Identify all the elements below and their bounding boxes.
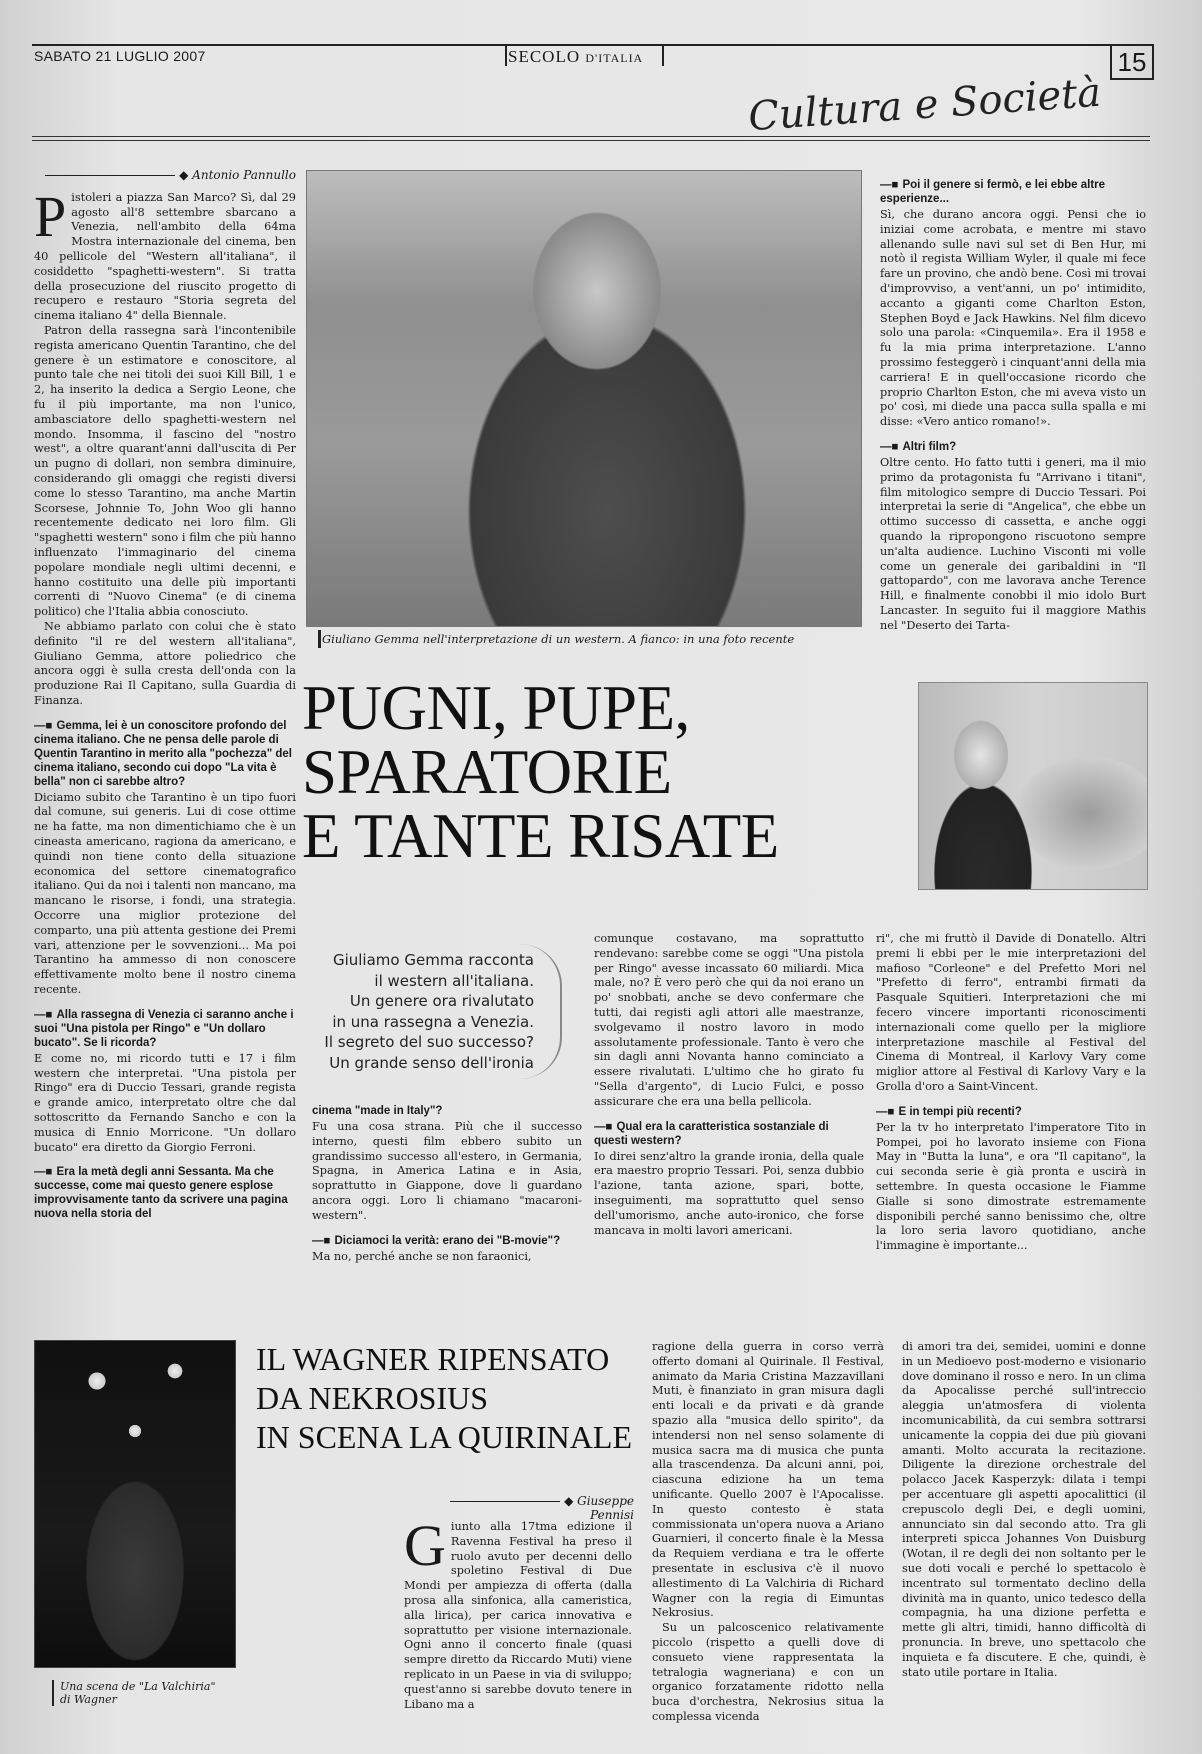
opera-photo-caption: Una scena de "La Valchiria" di Wagner [60, 1680, 216, 1706]
deck-ornament [520, 944, 562, 1079]
article2-column-1 [404, 1513, 632, 1711]
interview-question: cinema "made in Italy"? [312, 1105, 443, 1117]
article2-lead-paragraph: Giunto alla 17tma edizione il Ravenna Festival ha preso il ruolo avuto per decenni dello spoletino Festival di Due Mondi per ampiezza di offerta (dalla prosa alla sinfonica, alla cameristica, alla lirica), per carica innovativa e soprattutto per visione internazionale. Ogni anno il concerto finale (quasi sempre diretto da Riccardo Muti) viene replicato in un Paese in via di sviluppo; quest'anno si sarebbe dovuto tenere in Libano ma a [404, 1513, 632, 1711]
section-title: Cultura e Società [746, 69, 1103, 141]
interview-question: —■ Era la metà degli anni Sessanta. Ma che successe, come mai questo genere esplose improvvisamente tanto da scrivere una pagina nuova nella storia del [34, 1166, 288, 1221]
headline-line: DA NEKROSIUS [256, 1380, 489, 1416]
article2-column-2 [652, 1340, 884, 1723]
article1-column-4b [876, 932, 1146, 1288]
interview-answer: Diciamo subito che Tarantino è un tipo fuori dal comune, sui generis. Lui di cose ottime ne ha fatte, ma non dimentichiamo che è un cineasta americano, ragiona da americano, e quindi non tiene conto della situazione economica del settore cinematografico italiano. Qui da noi i talenti non mancano, ma mancano le risorse, i fondi, una strategia. Occorre una miglior protezione del comparto, una più attenta gestione dei Premi vari, attenzione per le sovvenzioni... Ma poi Tarantino ha ammesso di non conoscere effettivamente molto bene il nostro cinema recente. [34, 790, 296, 997]
article2-headline [256, 1340, 632, 1457]
newspaper-name-suffix: D'ITALIA [585, 51, 644, 65]
article1-column-3 [594, 932, 864, 1288]
interview-question: —■ Diciamoci la verità: erano dei "B-movie"? [312, 1234, 561, 1247]
interview-answer: Oltre cento. Ho fatto tutti i generi, ma il mio primo da protagonista fu "Arrivano i titani", film mitologico sempre di Duccio Tessari. Poi interpretai la serie di "Angelica", che ebbe un ottimo successo di cassetta, e anche oggi quando la ripropongono riscuotono sempre un'alta audience. Luchino Visconti mi volle come un generale dei garibaldini in "Il gattopardo", con me lavorava anche Terence Hill, e finalmente conobbi il mio idolo Burt Lancaster. In seguito fui il maggiore Mathis nel "Deserto dei Tarta- [880, 455, 1146, 632]
interview-answer: Fu una cosa strana. Più che il successo interno, questi film ebbero subito un grandissimo successo all'estero, in Germania, Spagna, in America Latina e in Asia, soprattutto in Giappone, dove li guardano ancora oggi. Loro li chiamano "macaroni-western". [312, 1120, 582, 1222]
side-photo [918, 682, 1148, 890]
header-double-rule [32, 136, 1150, 141]
header-rule [32, 44, 1118, 46]
headline-line: E TANTE RISATE [302, 801, 779, 871]
interview-question: —■ Qual era la caratteristica sostanziale di questi western? [594, 1120, 829, 1147]
article1-lead-paragraph: Pistoleri a piazza San Marco? Sì, dal 29 agosto all'8 settembre sbarcano a Venezia, nell'ambito della 64ma Mostra internazionale del cinema, ben 40 pellicole del "Western all'italiana", il cosiddetto "spaghetti-western". Si tratta della prosecuzione del riuscito progetto di recupero e restauro "Storia segreta del cinema italiano 4" della Biennale. [34, 183, 296, 323]
main-photo-caption: Giuliano Gemma nell'interpretazione di un western. A fianco: in una foto recente [322, 632, 795, 646]
article1-column-1 [34, 168, 296, 1288]
interview-question: —■ Poi il genere si fermò, e lei ebbe altre esperienze... [880, 179, 1106, 205]
article1-byline: ◆ Antonio Pannullo [34, 168, 296, 183]
header-divider [662, 44, 664, 66]
interview-answer: Sì, che durano ancora oggi. Pensi che io iniziai come acrobata, e mentre mi stavo allenando sulle navi sul set di Ben Hur, mi notò il regista William Wyler, il quale mi fece fare un provino, che andò bene. Così mi trovai d'improvviso, a vent'anni, un po' intimidito, accanto a giganti come Charlton Eston, Stephen Boyd e Jack Hawkins. Nel film dicevo solo una parola: «Cinquemila». Era il 1958 e fu la mia prima interpretazione. L'anno prossimo festeggerò i cinquant'anni della mia carriera! E in quell'occasione ricordo che proprio Charlton Eston, che mi aveva visto un po' così, mi diede una pacca sulla spalla e mi disse: «Vero antico romano!». [880, 208, 1146, 429]
interview-answer: Io direi senz'altro la grande ironia, della quale era maestro proprio Tessari. Poi, senza dubbio l'azione, tanta azione, spari, botte, inseguimenti, ma soprattutto quel senso dell'umorismo, anche auto-ironico, che forse mancava in molti lavori americani. [594, 1149, 864, 1237]
opera-photo [34, 1340, 236, 1668]
header-divider [505, 44, 507, 66]
issue-date: SABATO 21 LUGLIO 2007 [34, 48, 206, 64]
article2-column-3 [902, 1340, 1146, 1690]
interview-answer: ri", che mi fruttò il Davide di Donatello. Altri premi li ebbi per le mie interpretazioni del mafioso "Corleone" e del Prefetto Mori nel "Prefetto di ferro", entrambi firmati da Pasquale Squitieri. Interpretazioni che mi fecero vincere importanti riconoscimenti internazionali come quello per la migliore interpretazione maschile al Festival del Cinema di Montreal, il Karlovy Vary come miglior attore al Festival di Karlovy Vary e la Grolla d'oro a Saint-Vincent. [876, 932, 1146, 1093]
caption-bar [318, 630, 321, 648]
article2-paragraph: ragione della guerra in corso verrà offerto domani al Quirinale. Il Festival, animato da Maria Cristina Mazzavillani Muti, è finanziato in gran misura dagli enti locali e da privati e dà grande spazio alla "musica dello spirito", da intendersi non nel senso solamente di musica sacra ma di musica che punta alla trascendenza. Da alcuni anni, poi, ciascuna edizione ha un tema unificante. Quello 2007 è l'Apocalisse. In questo contesto è stata commissionata un'opera nuova a Ariano Guarnieri, il concerto finale è la Messa da Requiem verdiana e tra le offerte presentate in esclusiva c'è il nuovo allestimento di La Valchiria di Richard Wagner con la regia di Eimuntas Nekrosius. [652, 1340, 884, 1620]
article1-paragraph: Ne abbiamo parlato con colui che è stato definito "il re del western all'italiana", Giuliano Gemma, attore poliedrico che ancora oggi è sulla cresta dell'onda con la produzione Rai Il Capitano, sulla Guardia di Finanza. [34, 619, 296, 707]
interview-answer: Ma no, perché anche se non faraonici, [312, 1249, 532, 1263]
deck-line: Un genere ora rivalutato [349, 992, 534, 1010]
interview-question: —■ E in tempi più recenti? [876, 1105, 1022, 1118]
interview-question: —■ Gemma, lei è un conoscitore profondo del cinema italiano. Che ne pensa delle parole di Quentin Tarantino in merito alla "pochezza" del cinema italiano, secondo cui dopo "La vita è bella" non ci sarebbe altro? [34, 719, 292, 788]
interview-answer: Per la tv ho interpretato l'imperatore Tito in Pompei, poi ho lavorato insieme con Fiona May in "Butta la luna", e ora "Il capitano", la cui seconda serie è già pronta e uscirà in settembre. In questa occasione le Fiamme Gialle si sono dimostrate estremamente disponibili perché sanno benissimo che, oltre la loro seria lavoro quotidiano, anche l'immagine è importante... [876, 1120, 1146, 1253]
article1-column-2 [312, 1104, 582, 1288]
article1-headline [302, 673, 779, 871]
page-number: 15 [1110, 44, 1154, 80]
article2-paragraph: di amori tra dei, semidei, uomini e donne in un Medioevo post-moderno e visionario dove dominano il rosso e nero. In un clima da Apocalisse perché sull'intreccio aleggia un'atmosfera di violenta incomunicabilità, da cui sembra sottrarsi unicamente la coppia dei due più giovani amanti. Molto accurata la recitazione. Diligente la direzione orchestrale del polacco Jacek Kasperzyk: dilata i tempi per accentuare gli aspetti apocalittici (il crepuscolo degli Dei, e degli uomini, annunciato sin dal secondo atto. Tra gli interpreti spicca Johannes Von Duisburg (Wotan, il re degli dei non soltanto per le sue doti vocali e perché lo spettacolo è incentrato sul tormentato declino della divinità ma in quanto, unico tedesco della compagnia, ha una dizione perfetta e mette gli altri, timidi, hanno difficoltà di pronuncia. In breve, uno spettacolo che inquieta e fa discutere. E che, quindi, è stato utile portare in Italia. [902, 1340, 1146, 1679]
caption-bar [52, 1680, 54, 1706]
interview-answer: E come no, mi ricordo tutti e 17 i film western che interpretai. "Una pistola per Ringo" era di Duccio Tessari, grande regista e grande amico, interpretato oltre che dal sottoscritto da Fernando Sancho e con la musica di Ennio Morricone. "Un dollaro bucato" era diretto da Giorgio Ferroni. [34, 1051, 296, 1154]
newspaper-name [508, 47, 643, 67]
article2-paragraph: Su un palcoscenico relativamente piccolo (rispetto a quelli dove di consueto viene rappresentata la tetralogia wagneriana) e con un organico forzatamente ridotto nella buca d'orchestra, Nekrosius situa la complessa vicenda [652, 1621, 884, 1723]
headline-line: IN SCENA LA QUIRINALE [256, 1419, 632, 1455]
headline-line: PUGNI, PUPE, [302, 673, 690, 743]
headline-line: SPARATORIE [302, 737, 672, 807]
drop-cap: G [404, 1513, 446, 1578]
deck-line: in una rassegna a Venezia. [332, 1012, 534, 1031]
article2-byline: ◆ Giuseppe Pennisi [404, 1494, 634, 1522]
article1-paragraph: Patron della rassegna sarà l'incontenibile regista americano Quentin Tarantino, che del genere è un estimatore e conoscitore, al punto tale che nei titoli dei suoi Kill Bill, 1 e 2, ha inserito la dedica a Sergio Leone, che fu il più importante, ma non l'unico, ambasciatore dello spaghetti-western nel mondo. Insomma, il fascino del "nostro west", a oltre quarant'anni dall'uscita di Per un pugno di dollari, non sembra diminuire, considerando gli omaggi che registi diversi come lo stesso Tarantino, ma anche Martin Scorsese, Johnnie To, John Woo gli hanno recentemente dedicato nei loro film. Gli "spaghetti western" sono i film che più hanno influenzato l'immaginario del cinema popolare mondiale negli ultimi decenni, e hanno costituito una delle più importanti correnti di "Nuovo Cinema" (e di cinema politico) che l'Italia abbia conosciuto. [34, 323, 296, 619]
main-photo [306, 170, 862, 627]
deck-line: Un grande senso dell'ironia [329, 1053, 534, 1072]
deck-line: Giuliamo Gemma racconta [332, 951, 534, 969]
interview-answer: comunque costavano, ma soprattutto rendevano: sarebbe come se oggi "Una pistola per Ringo" avesse incassato 60 miliardi. Mica male, no? È vero però che qui da noi erano un po' snobbati, anche se devo confermare che tutti, dai registi agli attori alle maestranze, svolgevamo il nostro lavoro in modo assolutamente professionale. Tanto è vero che sin dagli anni Novanta hanno cominciato a essere rivalutati. L'ultimo che ho girato fu "Sella d'argento", di Lucio Fulci, e posso assicurare che era una bella pellicola. [594, 932, 864, 1108]
article1-deck [312, 950, 534, 1073]
interview-question: —■ Altri film? [880, 440, 957, 453]
deck-line: Il segreto del suo successo? [324, 1033, 534, 1051]
deck-line: il western all'italiana. [374, 971, 534, 990]
drop-cap: P [34, 183, 67, 249]
interview-question: —■ Alla rassegna di Venezia ci saranno anche i suoi "Una pistola per Ringo" e "Un dollaro bucato". Se li ricorda? [34, 1008, 294, 1049]
headline-line: IL WAGNER RIPENSATO [256, 1341, 610, 1377]
newspaper-name-main: SECOLO [508, 47, 581, 66]
article1-column-4 [880, 178, 1146, 650]
